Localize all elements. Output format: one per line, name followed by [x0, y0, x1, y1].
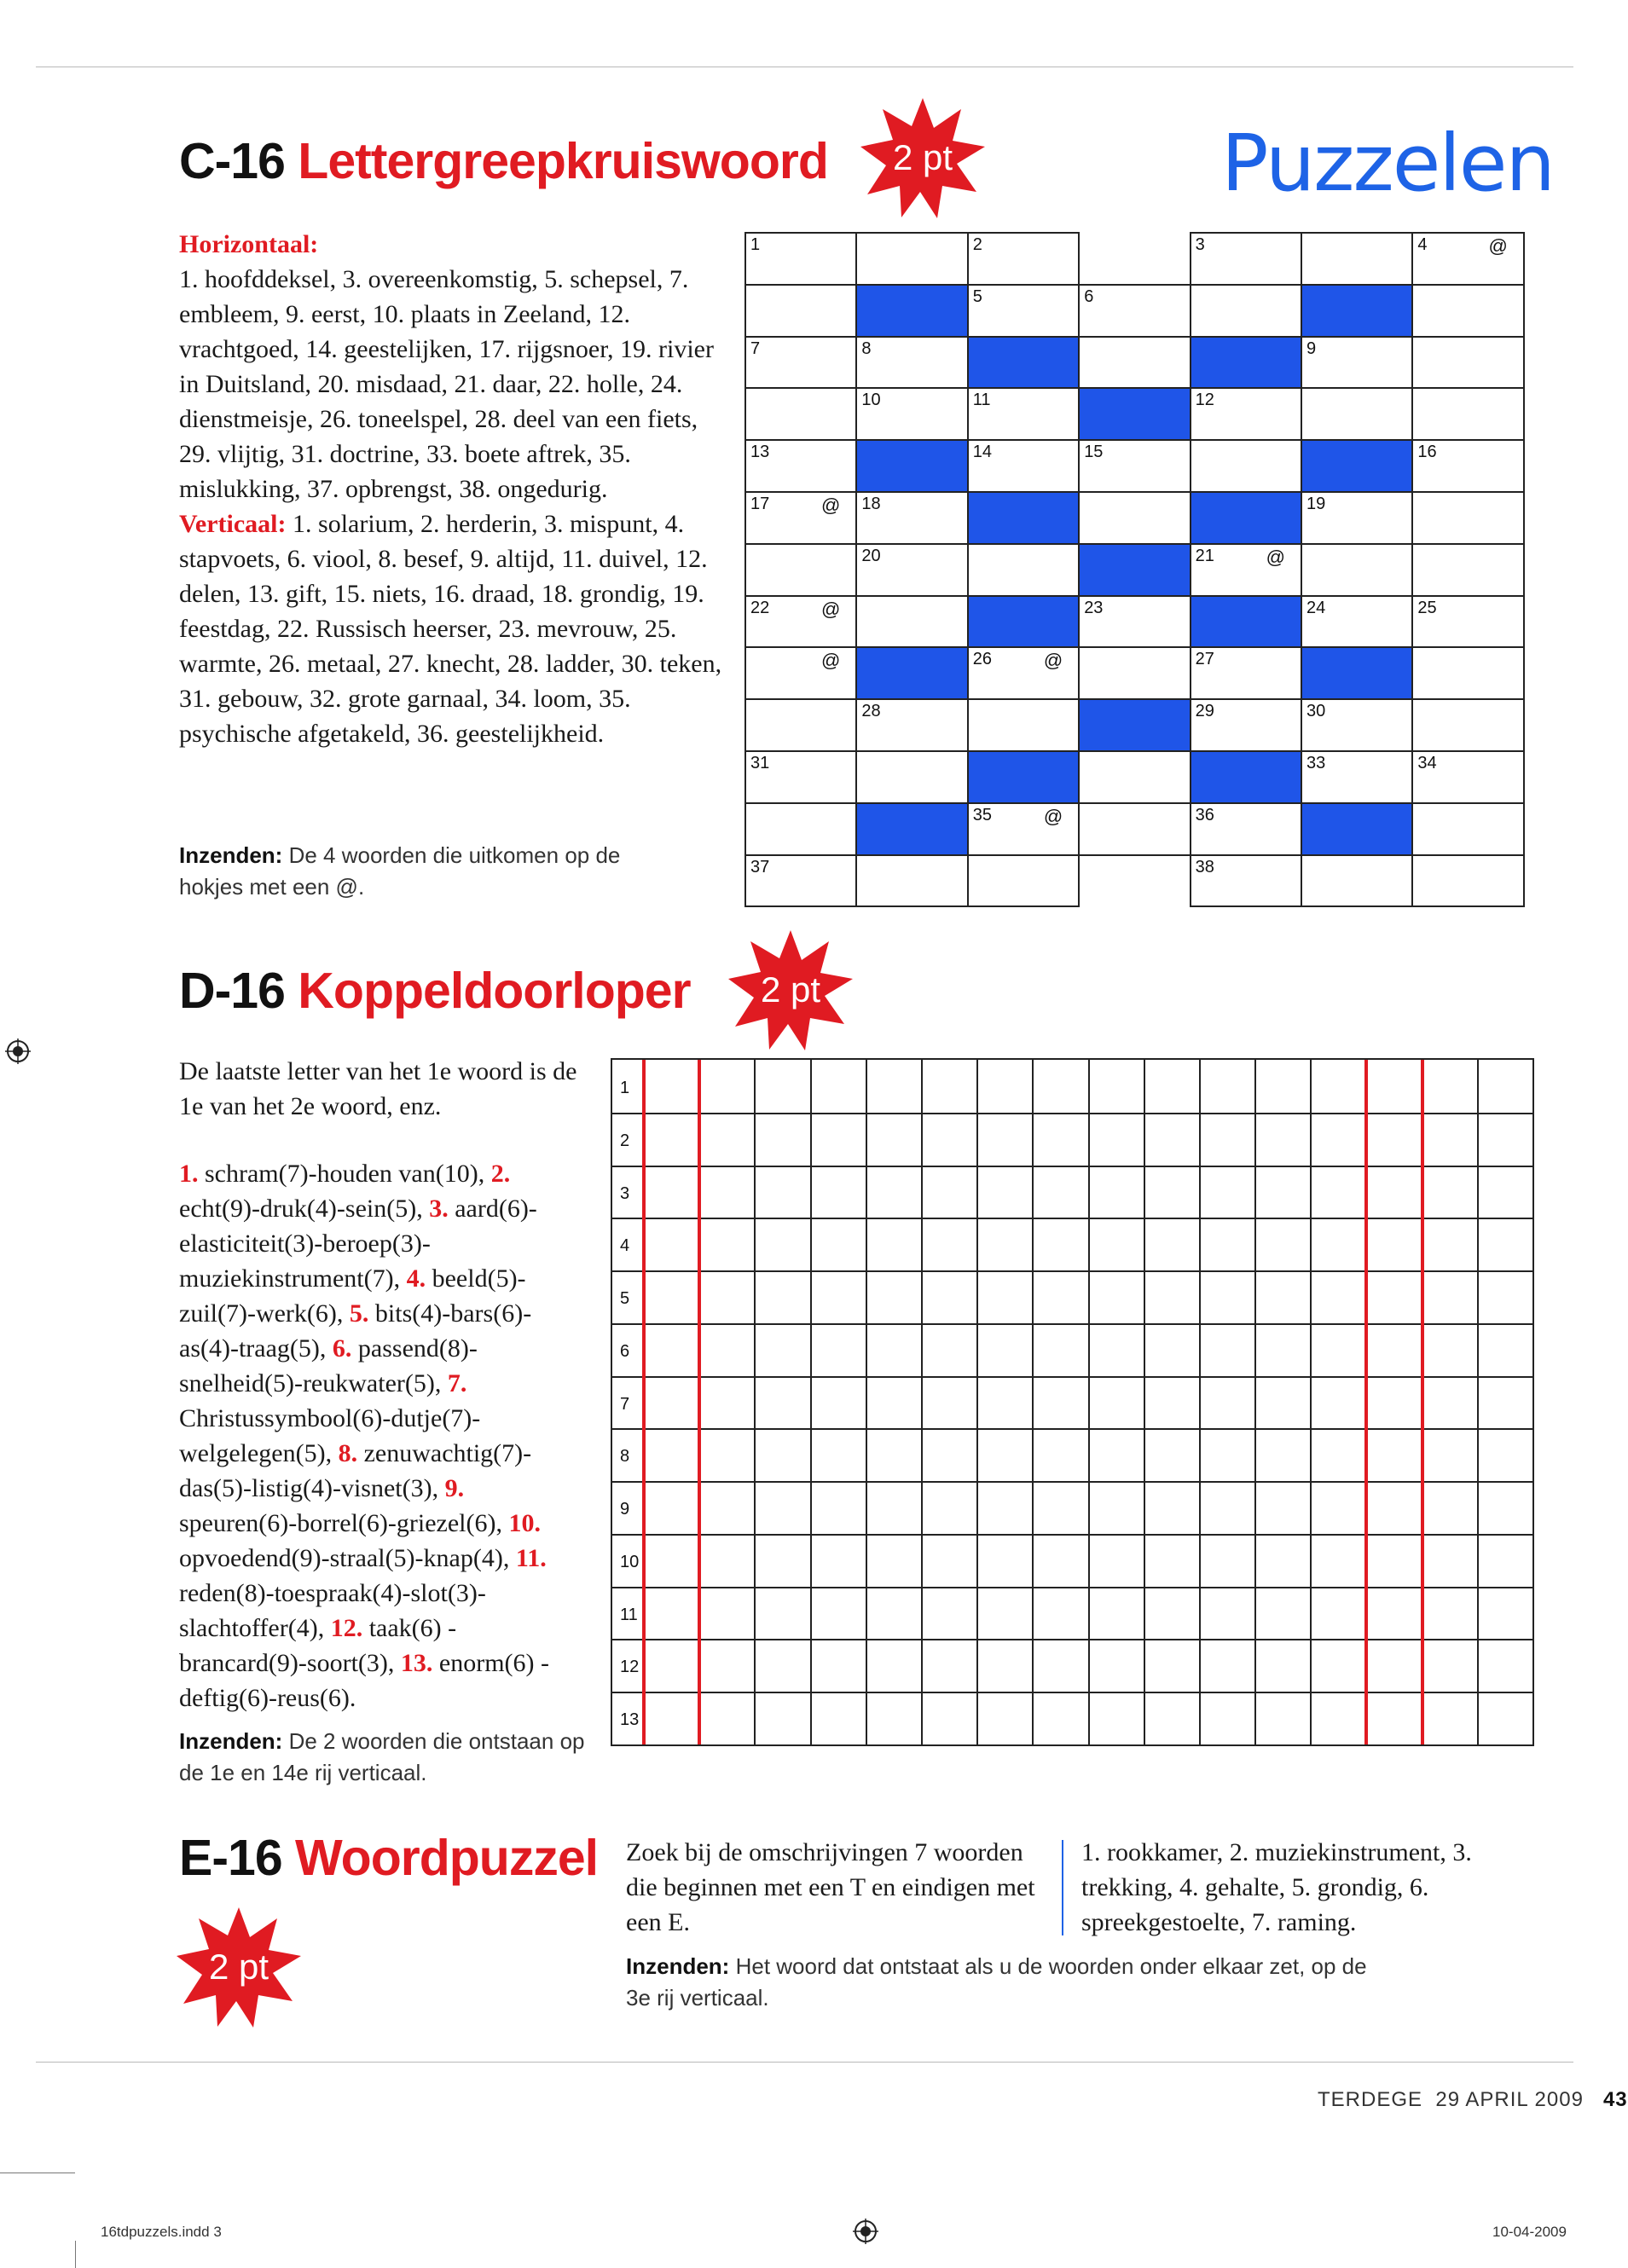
- cell-number: 23: [1084, 598, 1104, 617]
- crossword-cell[interactable]: [1190, 439, 1302, 493]
- crossword-cell[interactable]: [967, 439, 1080, 493]
- crossword-cell[interactable]: [855, 854, 968, 908]
- clue-text: reden(8)-toespraak(4)-slot(3)-slachtoffer(4),: [179, 1579, 486, 1642]
- crossword-cell[interactable]: [744, 854, 857, 908]
- crossword-block: [1078, 387, 1191, 441]
- crossword-cell[interactable]: [1078, 491, 1191, 545]
- clue-number: 2.: [490, 1160, 511, 1188]
- brand-title: Puzzelen: [1221, 118, 1554, 209]
- d16-inzenden-text: De 2 woorden die ontstaan op de 1e en 14e rij verticaal.: [179, 1728, 585, 1785]
- crossword-cell[interactable]: [744, 336, 857, 390]
- cell-number: 15: [1084, 443, 1104, 462]
- crossword-cell[interactable]: [1190, 284, 1302, 338]
- clue-text: zenuwachtig(7)-das(5)-listig(4)-visnet(3),: [179, 1439, 532, 1502]
- crossword-cell[interactable]: [855, 387, 968, 441]
- crossword-block: [1301, 439, 1413, 493]
- crossword-cell[interactable]: [744, 387, 857, 441]
- at-marker: @: [1266, 546, 1285, 568]
- e16-inzenden-label: Inzenden:: [626, 1953, 730, 1979]
- clue-text: taak(6) -brancard(9)-soort(3),: [179, 1614, 457, 1677]
- crossword-cell[interactable]: [855, 232, 968, 286]
- row-number: 2: [620, 1131, 630, 1150]
- cell-number: 30: [1306, 702, 1326, 721]
- cell-number: 16: [1417, 443, 1437, 462]
- crossword-block: [1190, 491, 1302, 545]
- c16-points-badge: [859, 94, 987, 222]
- clue-number: 8.: [338, 1439, 364, 1467]
- d16-points-badge: [727, 926, 855, 1054]
- cell-number: 24: [1306, 598, 1326, 617]
- row-number: 1: [620, 1079, 630, 1097]
- crossword-cell[interactable]: [1411, 232, 1524, 286]
- d16-code: D-16: [179, 963, 285, 1019]
- e16-points: 2 pt: [208, 1947, 269, 1987]
- clue-text: echt(9)-druk(4)-sein(5),: [179, 1195, 430, 1223]
- cell-number: 22: [750, 598, 770, 617]
- grid-row-line: [612, 1639, 1532, 1640]
- clue-text: bits(4)-bars(6)-as(4)-traag(5),: [179, 1299, 532, 1363]
- c16-inzenden-text: De 4 woorden die uitkomen op de hokjes met een @.: [179, 842, 621, 900]
- crossword-block: [1190, 595, 1302, 649]
- e16-points-badge: [175, 1903, 303, 2031]
- crossword-cell[interactable]: [744, 802, 857, 856]
- koppeldoorloper-grid: [611, 1058, 1534, 1746]
- crossword-cell[interactable]: [1190, 232, 1302, 286]
- clue-number: 6.: [332, 1334, 358, 1363]
- page-footer: [1318, 2088, 1628, 2112]
- row-number: 6: [620, 1341, 630, 1361]
- grid-col-line: [1254, 1060, 1256, 1744]
- d16-title: [179, 963, 691, 1019]
- e16-inzenden-text: Het woord dat ontstaat als u de woorden onder elkaar zet, op de 3e rij verticaal.: [626, 1953, 1367, 2011]
- clue-text: aard(6)-elasticiteit(3)-beroep(3)-muziekinstrument(7),: [179, 1195, 537, 1293]
- footer-page: 43: [1602, 2088, 1628, 2111]
- crossword-cell[interactable]: [744, 698, 857, 752]
- row-number: 8: [620, 1447, 630, 1467]
- at-marker: @: [821, 495, 841, 516]
- grid-row-line: [612, 1481, 1532, 1483]
- crossword-cell[interactable]: [967, 284, 1080, 338]
- at-marker: @: [1043, 805, 1063, 827]
- row-number: 4: [620, 1236, 630, 1256]
- cell-number: 1: [750, 235, 761, 254]
- grid-col-line: [1310, 1060, 1312, 1744]
- d16-points: 2 pt: [760, 969, 821, 1010]
- verticaal-label: Verticaal:: [179, 510, 287, 538]
- crossword-cell[interactable]: [1301, 595, 1413, 649]
- slug-date: 10-04-2009: [1492, 2224, 1567, 2240]
- crossword-cell[interactable]: [967, 232, 1080, 286]
- crossword-cell[interactable]: [1411, 854, 1524, 908]
- cell-number: 14: [972, 443, 993, 462]
- row-number: 3: [620, 1183, 630, 1203]
- clue-number: 7.: [447, 1369, 467, 1397]
- slug-file: 16tdpuzzels.indd 3: [101, 2224, 222, 2240]
- crossword-cell[interactable]: [1411, 439, 1524, 493]
- registration-mark-icon: [5, 1039, 31, 1064]
- cell-number: 4: [1417, 235, 1428, 254]
- at-marker: @: [821, 650, 841, 672]
- crossword-cell[interactable]: [1190, 387, 1302, 441]
- crossword-block: [1078, 543, 1191, 597]
- clue-text: beeld(5)-zuil(7)-werk(6),: [179, 1264, 526, 1328]
- registration-mark-icon: [853, 2219, 878, 2244]
- footer-date: 29 APRIL 2009: [1435, 2088, 1584, 2111]
- crossword-cell[interactable]: [1301, 854, 1413, 908]
- row-number: 10: [620, 1552, 640, 1571]
- crossword-cell[interactable]: [744, 750, 857, 804]
- c16-code: C-16: [179, 133, 285, 189]
- cell-number: 6: [1084, 286, 1094, 306]
- crossword-block: [855, 802, 968, 856]
- crossword-cell[interactable]: [1411, 646, 1524, 700]
- at-marker: @: [1488, 235, 1508, 257]
- clue-text: opvoedend(9)-straal(5)-knap(4),: [179, 1544, 516, 1572]
- row-number: 5: [620, 1289, 630, 1309]
- cell-number: 2: [972, 235, 982, 254]
- cell-number: 33: [1306, 754, 1326, 772]
- clue-text: Christussymbool(6)-dutje(7)-welgelegen(5),: [179, 1404, 481, 1467]
- crossword-block: [967, 595, 1080, 649]
- cell-number: 8: [861, 338, 872, 358]
- cell-number: 3: [1195, 235, 1205, 254]
- grid-col-line: [1144, 1060, 1145, 1744]
- crossword-cell[interactable]: [967, 698, 1080, 752]
- clue-number: 4.: [406, 1264, 432, 1293]
- crossword-cell[interactable]: [855, 595, 968, 649]
- grid-row-line: [612, 1218, 1532, 1219]
- crossword-cell[interactable]: [1078, 595, 1191, 649]
- crossword-cell[interactable]: [1411, 336, 1524, 390]
- crossword-cell[interactable]: [1078, 802, 1191, 856]
- cell-number: 37: [750, 857, 770, 877]
- crossword-cell[interactable]: [1301, 336, 1413, 390]
- e16-divider: [1062, 1840, 1063, 1935]
- crossword-cell[interactable]: [1411, 491, 1524, 545]
- crossword-cell[interactable]: [744, 646, 857, 700]
- grid-col-line: [1032, 1060, 1034, 1744]
- crossword-cell[interactable]: [1190, 854, 1302, 908]
- grid-row-line: [612, 1166, 1532, 1167]
- d16-inzenden-label: Inzenden:: [179, 1728, 283, 1754]
- crossword-cell[interactable]: [855, 698, 968, 752]
- clue-number: 9.: [444, 1474, 465, 1502]
- clue-number: 3.: [429, 1195, 455, 1223]
- cell-number: 13: [750, 443, 770, 462]
- grid-row-line: [612, 1534, 1532, 1536]
- crossword-cell[interactable]: [1411, 387, 1524, 441]
- c16-clues: [179, 227, 729, 751]
- cell-number: 27: [1195, 650, 1214, 669]
- horizontaal-clues: 1. hoofddeksel, 3. overeenkomstig, 5. schepsel, 7. embleem, 9. eerst, 10. plaats in Zeeland, 12. vrachtgoed, 14. geestelijken, 17. rijgsnoer, 19. rivier in Duitsland, 20. misdaad, 21. daar, 22. holle, 24. dienstmeisje, 26. toneelspel, 28. deel van een fiets, 29. vlijtig, 31. doctrine, 33. boete aftrek, 35. mislukking, 37. opbrengst, 38. ongedurig.: [179, 265, 714, 503]
- at-marker: @: [1043, 650, 1063, 672]
- crossword-cell[interactable]: [744, 543, 857, 597]
- row-number: 13: [620, 1710, 640, 1730]
- crossword-block: [967, 491, 1080, 545]
- grid-row-line: [612, 1323, 1532, 1325]
- crossword-block: [1301, 802, 1413, 856]
- crossword-cell[interactable]: [1190, 646, 1302, 700]
- crossword-cell[interactable]: [855, 543, 968, 597]
- crossword-cell[interactable]: [1411, 543, 1524, 597]
- clue-text: passend(8)-snelheid(5)-reukwater(5),: [179, 1334, 478, 1397]
- c16-title: [179, 133, 828, 189]
- cell-number: 31: [750, 754, 770, 772]
- e16-name: Woordpuzzel: [295, 1830, 599, 1886]
- clue-number: 13.: [400, 1649, 439, 1677]
- crossword-block: [1190, 336, 1302, 390]
- crossword-cell[interactable]: [1411, 698, 1524, 752]
- crossword-cell[interactable]: [1411, 595, 1524, 649]
- crossword-cell[interactable]: [967, 854, 1080, 908]
- crossword-block: [1190, 750, 1302, 804]
- crossword-cell[interactable]: [1301, 232, 1413, 286]
- crossword-block: [855, 439, 968, 493]
- highlight-column-line: [642, 1060, 646, 1744]
- grid-row-line: [612, 1428, 1532, 1430]
- d16-name: Koppeldoorloper: [298, 963, 691, 1019]
- cell-number: 28: [861, 702, 881, 721]
- e16-title: [179, 1830, 599, 1886]
- crossword-cell[interactable]: [744, 491, 857, 545]
- crossword-cell[interactable]: [1411, 802, 1524, 856]
- cell-number: 7: [750, 338, 761, 358]
- highlight-column-line: [1421, 1060, 1424, 1744]
- crossword-cell[interactable]: [1301, 387, 1413, 441]
- highlight-column-line: [1364, 1060, 1368, 1744]
- cell-number: 29: [1195, 702, 1214, 721]
- crossword-cell[interactable]: [967, 543, 1080, 597]
- c16-inzenden-label: Inzenden:: [179, 842, 283, 868]
- crossword-cell[interactable]: [1078, 439, 1191, 493]
- cell-number: 35: [972, 805, 993, 824]
- bottom-rule: [36, 2062, 1573, 2063]
- grid-col-line: [754, 1060, 756, 1744]
- cell-number: 21: [1195, 546, 1214, 565]
- grid-col-line: [1199, 1060, 1201, 1744]
- d16-intro: De laatste letter van het 1e woord is de 1e van het 2e woord, enz.: [179, 1057, 577, 1120]
- row-number: 7: [620, 1394, 630, 1414]
- e16-code: E-16: [179, 1830, 282, 1886]
- clue-text: speuren(6)-borrel(6)-griezel(6),: [179, 1509, 509, 1537]
- grid-col-line: [810, 1060, 812, 1744]
- c16-points: 2 pt: [892, 137, 953, 177]
- grid-col-line: [1088, 1060, 1090, 1744]
- grid-row-line: [612, 1376, 1532, 1378]
- grid-col-line: [866, 1060, 867, 1744]
- cell-number: 20: [861, 546, 881, 565]
- crossword-cell[interactable]: [744, 595, 857, 649]
- crossword-block: [1301, 646, 1413, 700]
- c16-inzenden: [179, 840, 657, 903]
- crossword-block: [967, 336, 1080, 390]
- clue-text: enorm(6) -deftig(6)-reus(6).: [179, 1649, 550, 1712]
- crossword-cell[interactable]: [1411, 750, 1524, 804]
- crossword-cell[interactable]: [855, 336, 968, 390]
- crossword-cell[interactable]: [967, 802, 1080, 856]
- clue-number: 12.: [330, 1614, 369, 1642]
- crossword-cell[interactable]: [744, 284, 857, 338]
- clue-text: schram(7)-houden van(10),: [205, 1160, 491, 1188]
- cell-number: 18: [861, 495, 881, 513]
- crossword-cell[interactable]: [1301, 491, 1413, 545]
- crossword-cell[interactable]: [855, 750, 968, 804]
- d16-text: [179, 1054, 584, 1715]
- crossword-cell[interactable]: [1190, 698, 1302, 752]
- cell-number: 38: [1195, 857, 1214, 877]
- clue-number: 1.: [179, 1160, 205, 1188]
- crossword-cell[interactable]: [1301, 750, 1413, 804]
- e16-inzenden: [626, 1951, 1393, 2014]
- crossword-cell[interactable]: [967, 387, 1080, 441]
- row-number: 9: [620, 1500, 630, 1519]
- grid-row-line: [612, 1270, 1532, 1272]
- crossword-cell[interactable]: [1190, 802, 1302, 856]
- cell-number: 26: [972, 650, 993, 669]
- crossword-cell[interactable]: [1301, 698, 1413, 752]
- crop-mark: [75, 2241, 76, 2268]
- crossword-block: [1301, 284, 1413, 338]
- clue-number: 11.: [515, 1544, 547, 1572]
- at-marker: @: [821, 598, 841, 620]
- crossword-grid: [744, 232, 1529, 917]
- c16-name: Lettergreepkruiswoord: [298, 133, 828, 189]
- highlight-column-line: [698, 1060, 701, 1744]
- crossword-block: [967, 750, 1080, 804]
- crossword-cell[interactable]: [1301, 543, 1413, 597]
- cell-number: 25: [1417, 598, 1437, 617]
- crossword-cell[interactable]: [1411, 284, 1524, 338]
- cell-number: 5: [972, 286, 982, 306]
- row-number: 12: [620, 1658, 640, 1677]
- d16-inzenden: [179, 1726, 588, 1789]
- crossword-cell[interactable]: [744, 439, 857, 493]
- grid-row-line: [612, 1587, 1532, 1588]
- crossword-cell[interactable]: [1190, 543, 1302, 597]
- crossword-cell[interactable]: [1078, 646, 1191, 700]
- crossword-block: [855, 284, 968, 338]
- crossword-block: [1078, 698, 1191, 752]
- grid-col-line: [976, 1060, 978, 1744]
- grid-col-line: [921, 1060, 923, 1744]
- cell-number: 12: [1195, 391, 1214, 410]
- crossword-cell[interactable]: [744, 232, 857, 286]
- grid-col-line: [1477, 1060, 1479, 1744]
- cell-number: 9: [1306, 338, 1317, 358]
- e16-clues: 1. rookkamer, 2. muziekinstrument, 3. trekking, 4. gehalte, 5. grondig, 6. spreekgestoelte, 7. raming.: [1081, 1838, 1472, 1936]
- grid-row-line: [612, 1692, 1532, 1693]
- cell-number: 34: [1417, 754, 1437, 772]
- crossword-block: [855, 646, 968, 700]
- verticaal-clues: 1. solarium, 2. herderin, 3. mispunt, 4. stapvoets, 6. viool, 8. besef, 9. altijd, 11. duivel, 12. delen, 13. gift, 15. niets, 16. draad, 18. grondig, 19. feestdag, 22. Russisch heerser, 23. mevrouw, 25. warmte, 26. metaal, 27. knecht, 28. ladder, 30. teken, 31. gebouw, 32. grote garnaal, 34. loom, 35. psychische afgetakeld, 36. geestelijkheid.: [179, 510, 722, 748]
- clue-number: 10.: [508, 1509, 541, 1537]
- cell-number: 19: [1306, 495, 1326, 513]
- crossword-cell[interactable]: [1078, 284, 1191, 338]
- footer-magazine: TERDEGE: [1318, 2088, 1423, 2111]
- row-number: 11: [620, 1605, 638, 1624]
- clue-number: 5.: [349, 1299, 375, 1328]
- d16-clues: [179, 1156, 584, 1715]
- grid-row-line: [612, 1113, 1532, 1114]
- cell-number: 36: [1195, 805, 1214, 824]
- cell-number: 17: [750, 495, 770, 513]
- cell-number: 11: [972, 391, 991, 410]
- crossword-cell[interactable]: [855, 491, 968, 545]
- horizontaal-label: Horizontaal:: [179, 230, 319, 258]
- e16-intro: Zoek bij de omschrijvingen 7 woorden die beginnen met een T en eindigen met een E.: [626, 1838, 1035, 1936]
- crossword-cell[interactable]: [967, 646, 1080, 700]
- cell-number: 10: [861, 391, 881, 410]
